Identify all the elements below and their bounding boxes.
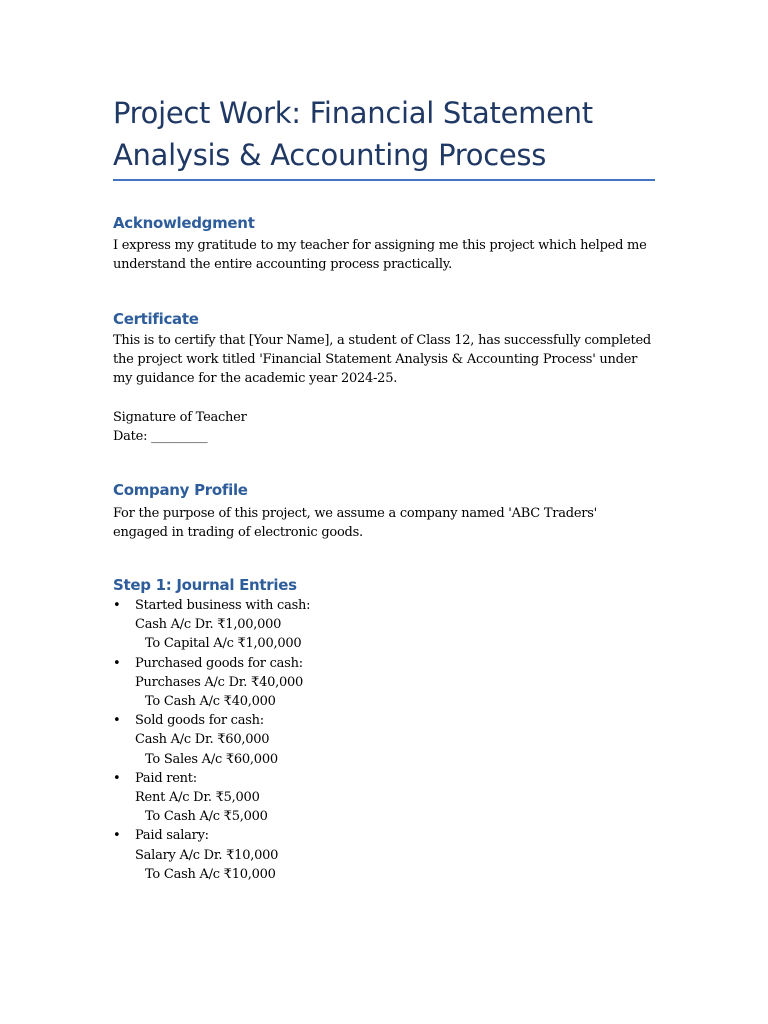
teacher-signature: Signature of Teacher — [113, 409, 247, 425]
entry-label: Started business with cash: — [135, 598, 311, 613]
acknowledgment-heading: Acknowledgment — [113, 214, 255, 232]
title-underline — [113, 179, 655, 181]
entry-credit: To Cash A/c ₹10,000 — [145, 866, 276, 882]
journal-entry — [113, 654, 653, 712]
certificate-text: This is to certify that [Your Name], a student of Class 12, has successfully completed the project work titled 'Financial Statement Analysis & Accounting Process' under my guidance for the academic year 2024-25. — [113, 333, 651, 387]
entry-label: Sold goods for cash: — [135, 713, 264, 729]
entry-credit: To Cash A/c ₹5,000 — [145, 809, 268, 825]
bullet-icon: • — [113, 713, 121, 729]
journal-entry — [113, 826, 653, 884]
entry-label: Paid rent: — [135, 770, 197, 786]
journal-entries-list — [113, 596, 653, 884]
journal-entry — [113, 711, 653, 769]
entry-debit: Purchases A/c Dr. ₹40,000 — [135, 674, 304, 690]
page-title: Project Work: Financial Statement Analysis & Accounting Process — [113, 96, 593, 172]
journal-entry — [113, 769, 653, 827]
entry-credit: To Cash A/c ₹40,000 — [145, 694, 276, 710]
company-profile-section — [113, 479, 653, 542]
entry-credit: To Capital A/c ₹1,00,000 — [145, 636, 302, 652]
entry-label: Purchased goods for cash: — [135, 655, 303, 671]
certificate-heading: Certificate — [113, 310, 199, 328]
certificate-date: Date: _________ — [113, 428, 208, 444]
journal-entry — [113, 596, 653, 654]
bullet-icon: • — [113, 770, 121, 786]
bullet-icon: • — [113, 598, 121, 613]
entry-credit: To Sales A/c ₹60,000 — [145, 751, 278, 767]
certificate-section — [113, 308, 653, 446]
entry-label: Paid salary: — [135, 828, 209, 844]
entry-debit: Salary A/c Dr. ₹10,000 — [135, 847, 279, 863]
entry-debit: Rent A/c Dr. ₹5,000 — [135, 790, 260, 806]
acknowledgment-section — [113, 212, 653, 274]
journal-heading: Step 1: Journal Entries — [113, 576, 297, 594]
company-profile-text: For the purpose of this project, we assume a company named 'ABC Traders' engaged in trading of electronic goods. — [113, 506, 597, 541]
bullet-icon: • — [113, 828, 121, 844]
entry-debit: Cash A/c Dr. ₹60,000 — [135, 732, 270, 748]
acknowledgment-text: I express my gratitude to my teacher for assigning me this project which helped me understand the entire accounting process practically. — [113, 238, 647, 273]
company-profile-heading: Company Profile — [113, 481, 248, 499]
bullet-icon: • — [113, 655, 121, 671]
entry-debit: Cash A/c Dr. ₹1,00,000 — [135, 617, 282, 633]
journal-section — [113, 574, 653, 884]
